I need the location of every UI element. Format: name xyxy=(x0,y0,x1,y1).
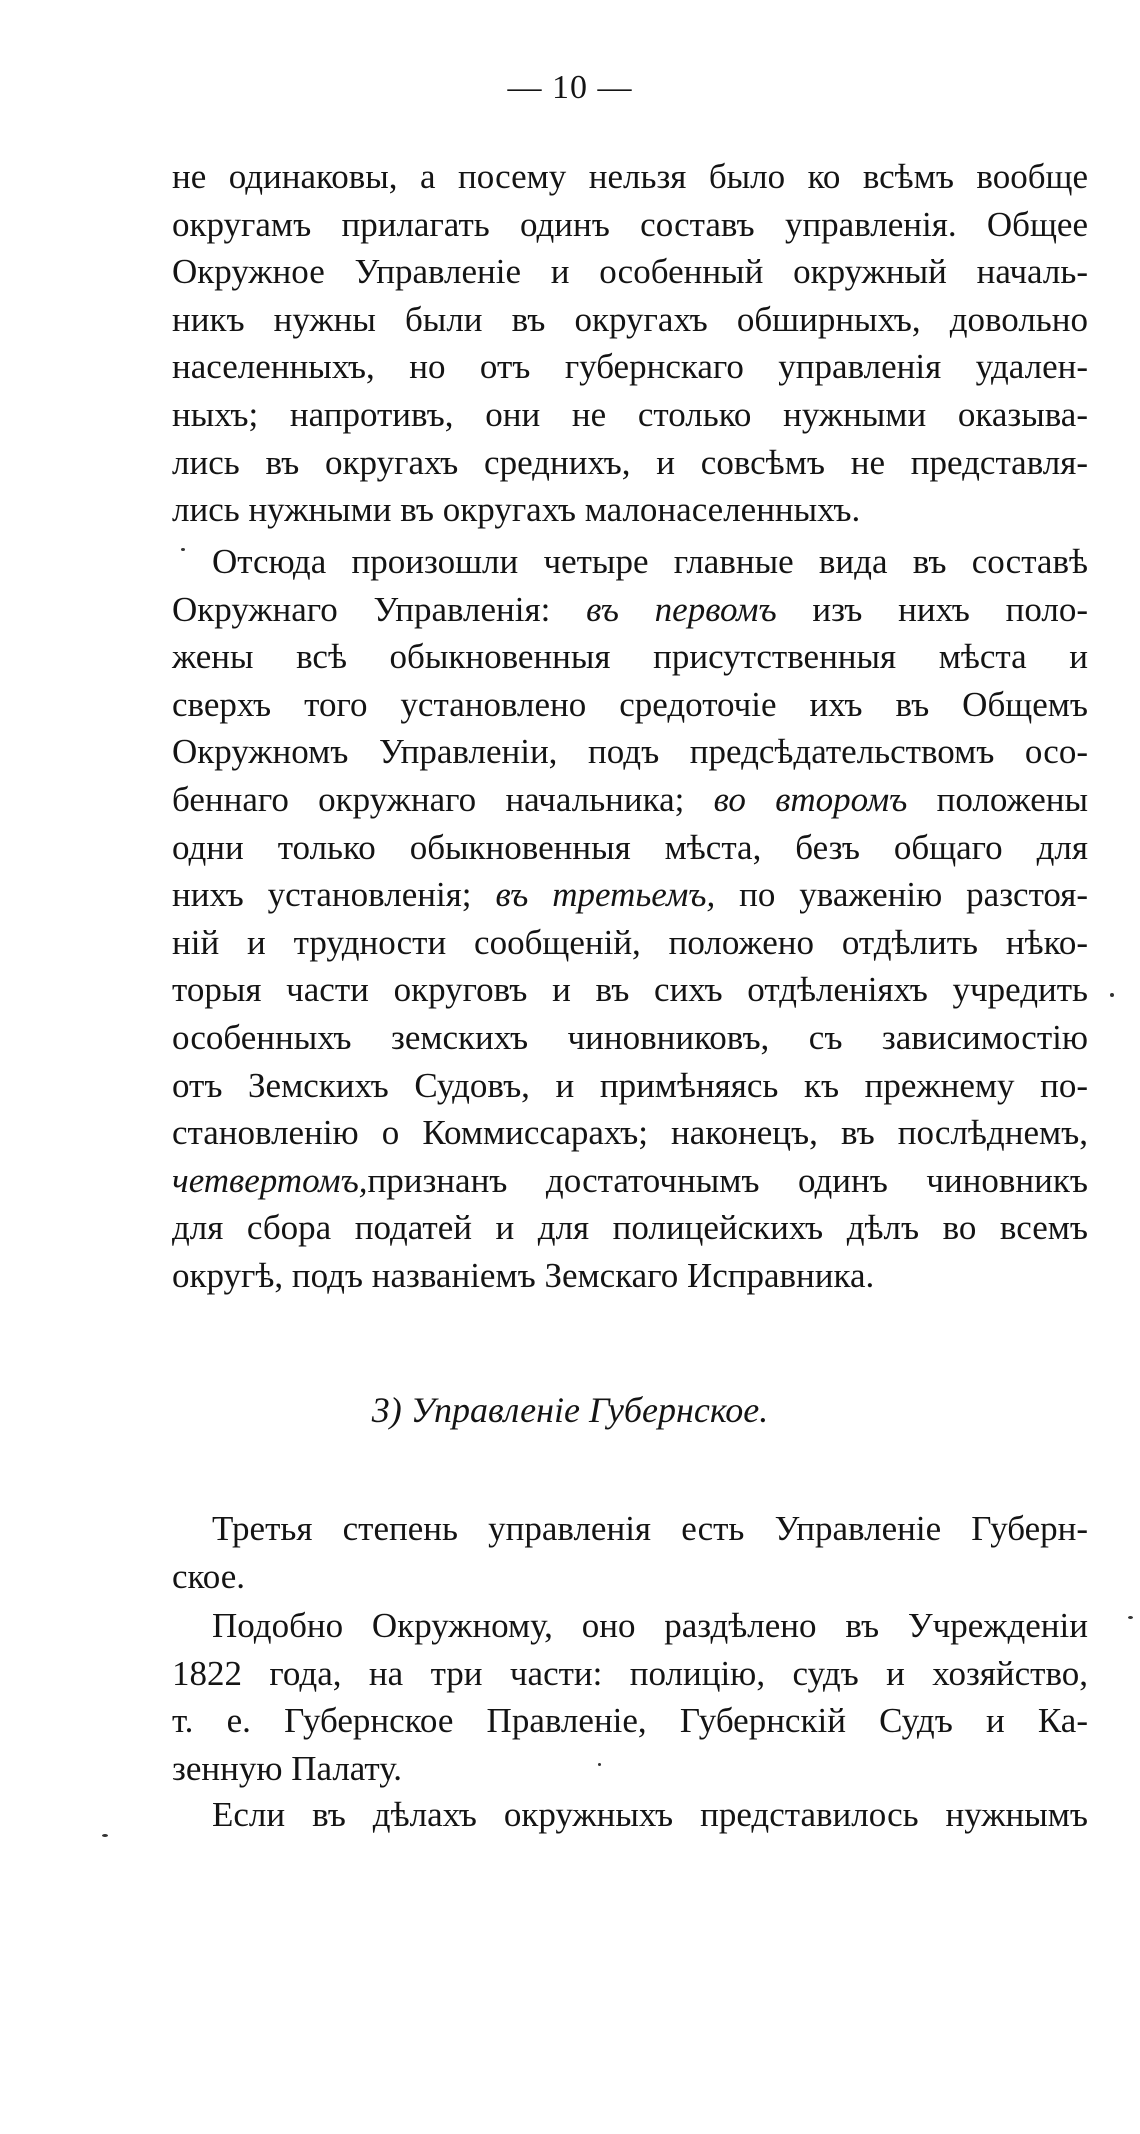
text-run: положены xyxy=(907,779,1088,819)
text-line: Отсюда произошли четыре главные вида въ составѣ xyxy=(212,542,1088,581)
text-line: округѣ, подъ названіемъ Земскаго Исправника. xyxy=(172,1255,875,1295)
paragraph-1 xyxy=(172,153,1088,534)
paragraph-4 xyxy=(172,1602,1088,1792)
italic-run: въ третьемъ, xyxy=(495,875,716,915)
text-line: лись нужными въ округахъ малонаселенныхъ. xyxy=(172,490,861,530)
text-run: беннаго окружнаго начальника; xyxy=(172,779,714,819)
text-run: Окружнаго Управленія: xyxy=(172,589,587,629)
paragraph-5 xyxy=(172,1791,1088,1839)
text-line: Окружное Управленіе и особенный окружный началь- xyxy=(172,252,1088,292)
text-line: особенныхъ земскихъ чиновниковъ, съ зависимостію xyxy=(172,1017,1088,1057)
text-line: зенную Палату. xyxy=(172,1748,403,1788)
italic-run: четвертомъ, xyxy=(172,1160,368,1200)
page-number: — 10 — xyxy=(507,69,633,106)
italic-run: во второмъ xyxy=(713,779,908,819)
italic-run: въ первомъ xyxy=(586,589,777,629)
text-line: жены всѣ обыкновенныя присутственныя мѣста и xyxy=(172,637,1088,677)
scan-speck xyxy=(181,548,185,551)
text-run: нихъ установленія; xyxy=(172,875,496,915)
text-line: не одинаковы, а посему нельзя было ко всѣмъ вообще xyxy=(172,157,1088,196)
text-run: признанъ достаточнымъ одинъ чиновникъ xyxy=(367,1160,1088,1200)
text-line: сверхъ того установлено средоточіе ихъ въ Общемъ xyxy=(172,684,1088,724)
text-line: Третья степень управленія есть Управленіе Губерн- xyxy=(212,1509,1088,1548)
scan-speck xyxy=(1128,1616,1133,1619)
text-line: лись въ округахъ среднихъ, и совсѣмъ не представля- xyxy=(172,442,1088,482)
text-run: изъ нихъ поло- xyxy=(776,589,1088,629)
text-line: отъ Земскихъ Судовъ, и примѣняясь къ прежнему по- xyxy=(172,1065,1088,1105)
text-line: Подобно Окружному, оно раздѣлено въ Учреждeніи xyxy=(212,1606,1088,1645)
text-line xyxy=(172,1157,1088,1205)
text-run: по уваженію разстоя- xyxy=(715,875,1088,915)
text-line: одни только обыкновенныя мѣста, безъ общаго для xyxy=(172,827,1088,867)
text-line: для сбора податей и для полицейскихъ дѣлъ во всемъ xyxy=(172,1208,1088,1248)
text-line xyxy=(172,586,1088,634)
text-line: т. е. Губернское Правленіе, Губернскій Судъ и Ка- xyxy=(172,1701,1088,1741)
text-line: населенныхъ, но отъ губернскаго управленія удален- xyxy=(172,347,1088,387)
text-line xyxy=(172,871,1088,919)
scan-speck xyxy=(598,1763,601,1766)
text-line: ское. xyxy=(172,1556,245,1596)
text-line: никъ нужны были въ округахъ обширныхъ, довольно xyxy=(172,299,1088,339)
text-line: Если въ дѣлахъ окружныхъ представилось нужнымъ xyxy=(212,1795,1088,1834)
section-heading: 3) Управленіе Губернское. xyxy=(371,1390,769,1430)
text-line: становленію о Коммиссарахъ; наконецъ, въ послѣднемъ, xyxy=(172,1113,1088,1153)
text-line: торыя части округовъ и въ сихъ отдѣленіяхъ учредить xyxy=(172,970,1088,1010)
paragraph-3 xyxy=(172,1505,1088,1600)
paragraph-2 xyxy=(172,538,1088,1300)
text-line: ныхъ; напротивъ, они не столько нужными оказыва- xyxy=(172,394,1088,434)
scan-speck xyxy=(102,1834,108,1837)
text-line: ній и трудности сообщеній, положено отдѣлить нѣко- xyxy=(172,922,1088,962)
scan-speck xyxy=(1110,993,1114,997)
text-line: округамъ прилагать одинъ составъ управленія. Общее xyxy=(172,204,1088,244)
text-line xyxy=(172,776,1088,824)
text-line: Окружномъ Управленіи, подъ предсѣдательствомъ осо- xyxy=(172,732,1088,772)
text-line: 1822 года, на три части: полицію, судъ и хозяйство, xyxy=(172,1653,1088,1693)
